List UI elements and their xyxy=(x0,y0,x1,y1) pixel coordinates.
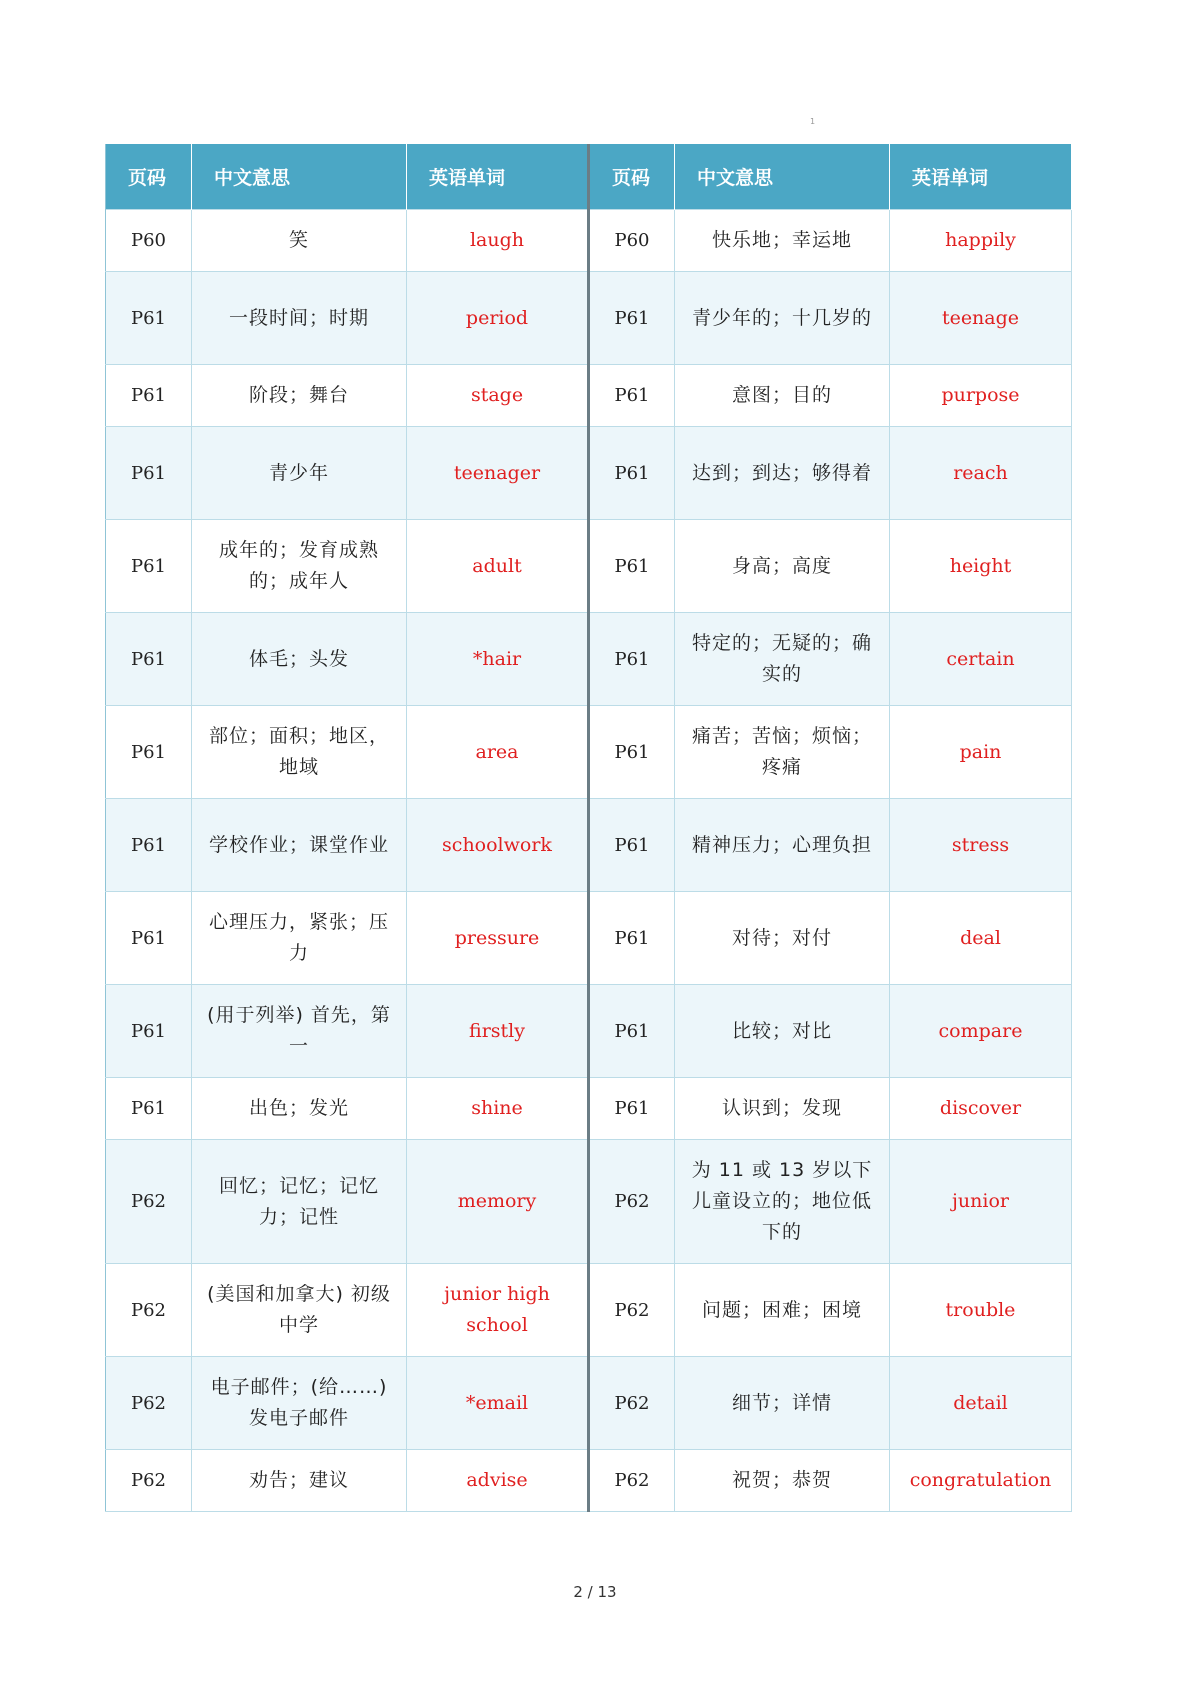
page-mark: 1 xyxy=(810,117,816,126)
chinese-cell: 身高；高度 xyxy=(675,520,890,613)
english-cell: firstly xyxy=(407,985,589,1078)
page-cell: P60 xyxy=(106,210,192,272)
header-english-right: 英语单词 xyxy=(890,144,1072,210)
page-cell: P62 xyxy=(589,1264,675,1357)
chinese-cell: 快乐地；幸运地 xyxy=(675,210,890,272)
chinese-cell: 体毛；头发 xyxy=(192,613,407,706)
table-row xyxy=(106,1078,1072,1140)
vocabulary-table xyxy=(105,144,1072,1512)
page-cell: P61 xyxy=(106,985,192,1078)
page-cell: P61 xyxy=(106,520,192,613)
chinese-cell: 为 11 或 13 岁以下儿童设立的；地位低下的 xyxy=(675,1140,890,1264)
page-cell: P61 xyxy=(106,272,192,365)
page-cell: P62 xyxy=(106,1357,192,1450)
english-cell: junior xyxy=(890,1140,1072,1264)
chinese-cell: 部位；面积；地区，地域 xyxy=(192,706,407,799)
chinese-cell: 认识到；发现 xyxy=(675,1078,890,1140)
page-cell: P61 xyxy=(589,427,675,520)
english-cell: advise xyxy=(407,1450,589,1512)
page-cell: P61 xyxy=(106,613,192,706)
chinese-cell: 祝贺；恭贺 xyxy=(675,1450,890,1512)
page-cell: P61 xyxy=(589,892,675,985)
header-chinese-left: 中文意思 xyxy=(192,144,407,210)
table-row xyxy=(106,1450,1072,1512)
english-cell: *hair xyxy=(407,613,589,706)
table-row xyxy=(106,210,1072,272)
table-row xyxy=(106,365,1072,427)
english-cell: shine xyxy=(407,1078,589,1140)
chinese-cell: 达到；到达；够得着 xyxy=(675,427,890,520)
chinese-cell: 出色；发光 xyxy=(192,1078,407,1140)
chinese-cell: 精神压力；心理负担 xyxy=(675,799,890,892)
page-cell: P61 xyxy=(106,427,192,520)
chinese-cell: 心理压力，紧张；压力 xyxy=(192,892,407,985)
chinese-cell: 细节；详情 xyxy=(675,1357,890,1450)
english-cell: detail xyxy=(890,1357,1072,1450)
page-cell: P62 xyxy=(106,1450,192,1512)
english-cell: stress xyxy=(890,799,1072,892)
chinese-cell: 青少年 xyxy=(192,427,407,520)
page-cell: P61 xyxy=(589,985,675,1078)
english-cell: teenager xyxy=(407,427,589,520)
english-cell: pain xyxy=(890,706,1072,799)
chinese-cell: 电子邮件；(给……)发电子邮件 xyxy=(192,1357,407,1450)
chinese-cell: 痛苦；苦恼；烦恼；疼痛 xyxy=(675,706,890,799)
page-cell: P61 xyxy=(589,272,675,365)
table-row xyxy=(106,520,1072,613)
chinese-cell: 比较；对比 xyxy=(675,985,890,1078)
chinese-cell: (用于列举) 首先，第一 xyxy=(192,985,407,1078)
page-cell: P61 xyxy=(589,1078,675,1140)
page-cell: P61 xyxy=(106,365,192,427)
page-cell: P61 xyxy=(589,365,675,427)
table-row xyxy=(106,892,1072,985)
english-cell: happily xyxy=(890,210,1072,272)
chinese-cell: 问题；困难；困境 xyxy=(675,1264,890,1357)
page-cell: P61 xyxy=(106,1078,192,1140)
header-chinese-right: 中文意思 xyxy=(675,144,890,210)
page-number-footer: 2 / 13 xyxy=(573,1583,617,1601)
english-cell: congratulation xyxy=(890,1450,1072,1512)
english-cell: deal xyxy=(890,892,1072,985)
chinese-cell: 回忆；记忆；记忆力；记性 xyxy=(192,1140,407,1264)
table-row xyxy=(106,1264,1072,1357)
table-row xyxy=(106,613,1072,706)
english-cell: memory xyxy=(407,1140,589,1264)
page-cell: P61 xyxy=(589,613,675,706)
chinese-cell: 成年的；发育成熟的；成年人 xyxy=(192,520,407,613)
table-row xyxy=(106,985,1072,1078)
table-row xyxy=(106,1140,1072,1264)
page-cell: P61 xyxy=(106,892,192,985)
header-page-right: 页码 xyxy=(589,144,675,210)
english-cell: discover xyxy=(890,1078,1072,1140)
english-cell: period xyxy=(407,272,589,365)
chinese-cell: 笑 xyxy=(192,210,407,272)
english-cell: height xyxy=(890,520,1072,613)
table-row xyxy=(106,799,1072,892)
chinese-cell: 一段时间；时期 xyxy=(192,272,407,365)
english-cell: schoolwork xyxy=(407,799,589,892)
page-cell: P62 xyxy=(106,1264,192,1357)
english-cell: purpose xyxy=(890,365,1072,427)
chinese-cell: 对待；对付 xyxy=(675,892,890,985)
table-row xyxy=(106,427,1072,520)
english-cell: adult xyxy=(407,520,589,613)
table-row xyxy=(106,272,1072,365)
page-cell: P62 xyxy=(589,1357,675,1450)
chinese-cell: (美国和加拿大) 初级中学 xyxy=(192,1264,407,1357)
page-cell: P61 xyxy=(589,706,675,799)
english-cell: pressure xyxy=(407,892,589,985)
english-cell: laugh xyxy=(407,210,589,272)
page-cell: P62 xyxy=(589,1450,675,1512)
page-cell: P60 xyxy=(589,210,675,272)
chinese-cell: 意图；目的 xyxy=(675,365,890,427)
english-cell: trouble xyxy=(890,1264,1072,1357)
table-header-row xyxy=(106,144,1072,210)
english-cell: junior high school xyxy=(407,1264,589,1357)
english-cell: area xyxy=(407,706,589,799)
page-cell: P61 xyxy=(589,799,675,892)
page-cell: P61 xyxy=(589,520,675,613)
english-cell: stage xyxy=(407,365,589,427)
page-cell: P61 xyxy=(106,706,192,799)
chinese-cell: 阶段；舞台 xyxy=(192,365,407,427)
header-english-left: 英语单词 xyxy=(407,144,589,210)
page-cell: P62 xyxy=(106,1140,192,1264)
header-page-left: 页码 xyxy=(106,144,192,210)
page-cell: P61 xyxy=(106,799,192,892)
english-cell: reach xyxy=(890,427,1072,520)
table-body xyxy=(106,210,1072,1512)
english-cell: compare xyxy=(890,985,1072,1078)
english-cell: certain xyxy=(890,613,1072,706)
chinese-cell: 青少年的；十几岁的 xyxy=(675,272,890,365)
chinese-cell: 学校作业；课堂作业 xyxy=(192,799,407,892)
chinese-cell: 劝告；建议 xyxy=(192,1450,407,1512)
table-row xyxy=(106,706,1072,799)
table-row xyxy=(106,1357,1072,1450)
page-cell: P62 xyxy=(589,1140,675,1264)
english-cell: *email xyxy=(407,1357,589,1450)
chinese-cell: 特定的；无疑的；确实的 xyxy=(675,613,890,706)
english-cell: teenage xyxy=(890,272,1072,365)
